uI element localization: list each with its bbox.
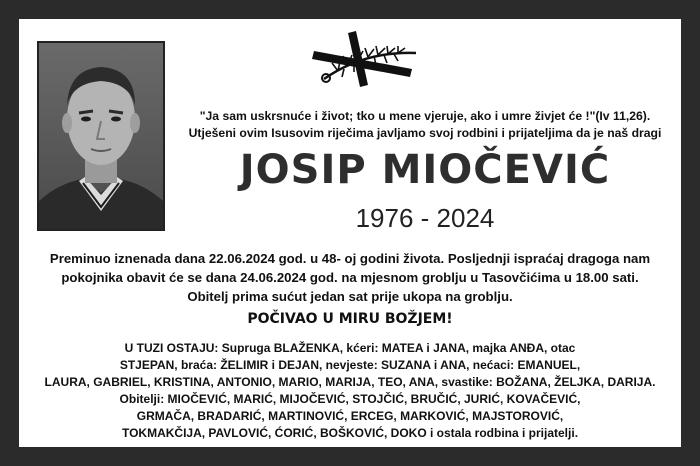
portrait-photo bbox=[37, 41, 165, 231]
mourners-line: STJEPAN, braća: ŽELIMIR i DEJAN, nevjeste: SUZANA i ANA, nećaci: EMANUEL, bbox=[119, 358, 581, 372]
intro-text: Utješeni ovim Isusovim riječima javljamo svoj rodbini i prijateljima da je naš dragi bbox=[188, 126, 662, 140]
mourners-line: GRMAČA, BRADARIĆ, MARTINOVIĆ, ERCEG, MARKOVIĆ, MAJSTOROVIĆ, bbox=[136, 409, 564, 423]
mourners-line: LAURA, GABRIEL, KRISTINA, ANTONIO, MARIO, MARIJA, TEO, ANA, svastike: BOŽANA, ŽELJKA, DARIJA. bbox=[44, 375, 656, 389]
rest-in-peace-heading: POČIVAO U MIRU BOŽJEM! bbox=[247, 311, 453, 327]
mourners-line: U TUZI OSTAJU: Supruga BLAŽENKA, kćeri: MATEA i JANA, majka ANĐA, otac bbox=[124, 341, 576, 355]
mourners-line: TOKMAKČIJA, PAVLOVIĆ, ĆORIĆ, BOŠKOVIĆ, DOKO i ostala rodbina i prijatelji. bbox=[121, 426, 579, 440]
mourners-line: Obitelji: MIOČEVIĆ, MARIĆ, MIJOČEVIĆ, STOJČIĆ, BRUČIĆ, JURIĆ, KOVAČEVIĆ, bbox=[119, 392, 581, 406]
scripture-quote: "Ja sam uskrsnuće i život; tko u mene vjeruje, ako i umre živjet će !"(Iv 11,26). bbox=[199, 109, 651, 123]
mourners-list bbox=[29, 340, 671, 442]
announcement-line: pokojnika obavit će se dana 24.06.2024 god. na mjesnom groblju u Tasovčićima u 18.00 sati. bbox=[61, 270, 639, 285]
scripture-quote-block bbox=[169, 108, 681, 142]
announcement-line: Preminuo iznenada dana 22.06.2024 god. u 48- oj godini života. Posljednji ispraćaj dragoga nam bbox=[49, 251, 651, 266]
deceased-name: JOSIP MIOČEVIĆ bbox=[239, 147, 611, 193]
cross-with-palm-branch-icon bbox=[304, 29, 429, 87]
obituary-card bbox=[19, 19, 681, 447]
announcement-line: Obitelj prima sućut jedan sat prije ukopa na groblju. bbox=[187, 289, 513, 304]
life-years: 1976 - 2024 bbox=[355, 203, 495, 233]
funeral-announcement bbox=[29, 249, 671, 306]
